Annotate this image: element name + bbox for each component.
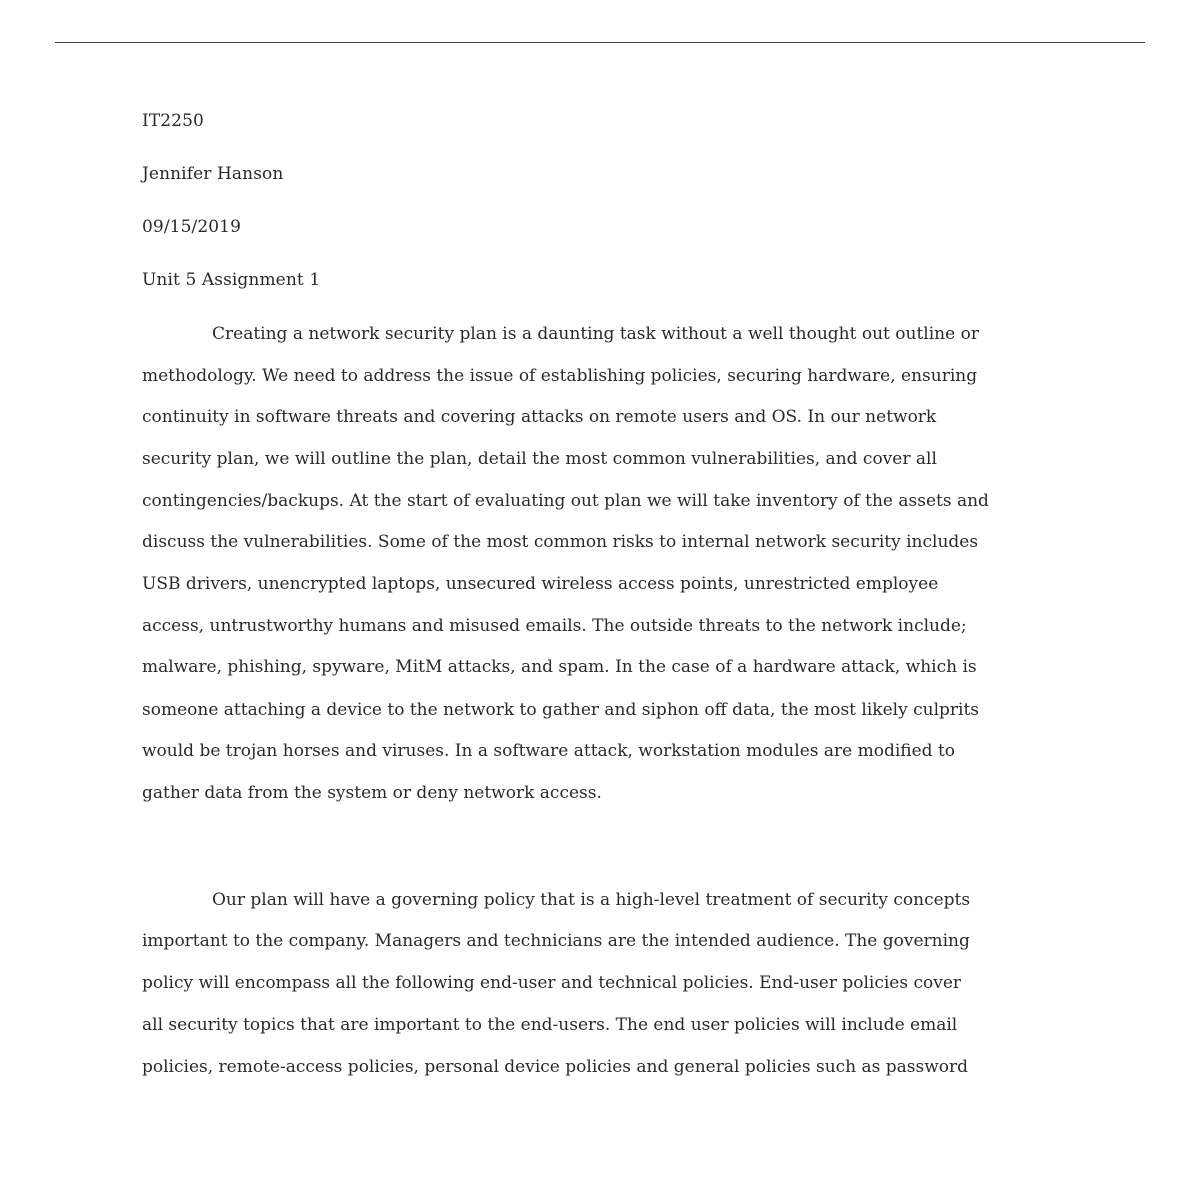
- paragraph-line: contingencies/backups. At the start of evaluating out plan we will take inventory of the assets and: [142, 491, 989, 511]
- paragraph-line: policy will encompass all the following end-user and technical policies. End-user policies cover: [142, 973, 962, 993]
- document-date: 09/15/2019: [142, 217, 241, 237]
- assignment-title: Unit 5 Assignment 1: [142, 270, 321, 290]
- author-name: Jennifer Hanson: [142, 164, 284, 184]
- paragraph-line: USB drivers, unencrypted laptops, unsecured wireless access points, unrestricted employee: [142, 574, 939, 594]
- paragraph-line: policies, remote-access policies, personal device policies and general policies such as password: [142, 1057, 969, 1077]
- course-code: IT2250: [142, 111, 204, 131]
- header-rule: [55, 42, 1145, 43]
- paragraph-line: someone attaching a device to the network to gather and siphon off data, the most likely culprits: [142, 700, 980, 720]
- paragraph-line: all security topics that are important to the end-users. The end user policies will include email: [142, 1015, 958, 1035]
- paragraph-line: malware, phishing, spyware, MitM attacks, and spam. In the case of a hardware attack, which is: [142, 657, 977, 677]
- paragraph-line: Our plan will have a governing policy that is a high-level treatment of security concepts: [212, 890, 971, 910]
- paragraph-line: important to the company. Managers and technicians are the intended audience. The governing: [142, 931, 970, 951]
- paragraph-line: gather data from the system or deny network access.: [142, 783, 602, 803]
- paragraph-line: discuss the vulnerabilities. Some of the most common risks to internal network security includes: [142, 532, 979, 552]
- paragraph-line: would be trojan horses and viruses. In a software attack, workstation modules are modified to: [142, 741, 956, 761]
- paragraph-line: methodology. We need to address the issue of establishing policies, securing hardware, ensuring: [142, 366, 978, 386]
- paragraph-line: continuity in software threats and covering attacks on remote users and OS. In our network: [142, 407, 937, 427]
- paragraph-line: Creating a network security plan is a daunting task without a well thought out outline or: [212, 324, 979, 344]
- paragraph-line: security plan, we will outline the plan, detail the most common vulnerabilities, and cover all: [142, 449, 937, 469]
- paragraph-line: access, untrustworthy humans and misused emails. The outside threats to the network include;: [142, 616, 967, 636]
